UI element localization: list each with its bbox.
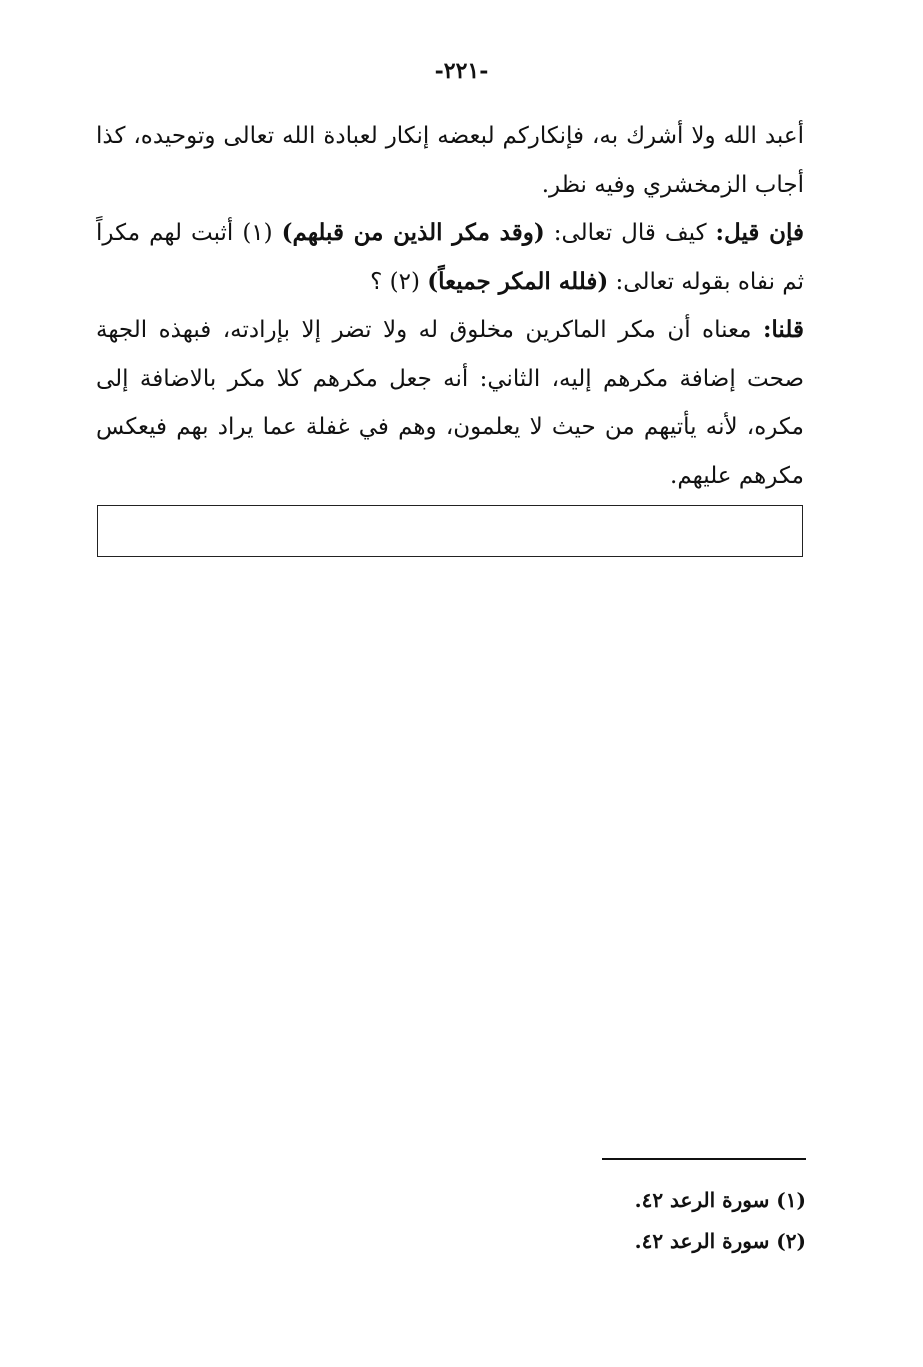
paragraph-3 [96, 306, 804, 500]
empty-frame-box [97, 505, 803, 557]
footnote-ref-1: (١) [233, 220, 282, 246]
footnote-ref-2: (٢) ؟ [370, 268, 428, 295]
paragraph-2 [96, 209, 804, 306]
page-number: -٢٢١- [434, 58, 489, 84]
question-text-start: كيف قال تعالى: [544, 220, 716, 246]
paragraph-1 [96, 112, 804, 209]
answer-lead: قلنا: [762, 316, 804, 343]
paragraph-1-text: أعبد الله ولا أشرك به، فإنكاركم لبعضه إنكار لعبادة الله تعالى وتوحيده، كذا أجاب الزمخشري وفيه نظر. [96, 123, 804, 198]
body-text [96, 112, 804, 500]
footnote-1: (١) سورة الرعد ٤٢. [634, 1188, 806, 1212]
quran-quote-1: (وقد مكر الذين من قبلهم) [281, 219, 545, 246]
footnote-2: (٢) سورة الرعد ٤٢. [634, 1229, 806, 1253]
footnote-divider [602, 1158, 806, 1160]
question-lead: فإن قيل: [715, 219, 804, 246]
question-text-middle: أثبت لهم مكراً ثم نفاه بقوله تعالى: [96, 220, 804, 295]
quran-quote-2: (فلله المكر جميعاً) [427, 267, 609, 295]
footnotes [500, 1180, 806, 1262]
answer-text: معناه أن مكر الماكرين مخلوق له ولا تضر إلا بإرادته، فبهذه الجهة صحت إضافة مكرهم إليه، الثاني: أنه جعل مكرهم كلا مكر بالاضافة إلى مكره، لأنه يأتيهم من حيث لا يعلمون، وهم في غفلة عما يراد بهم فيعكس مكرهم عليهم. [96, 317, 804, 489]
